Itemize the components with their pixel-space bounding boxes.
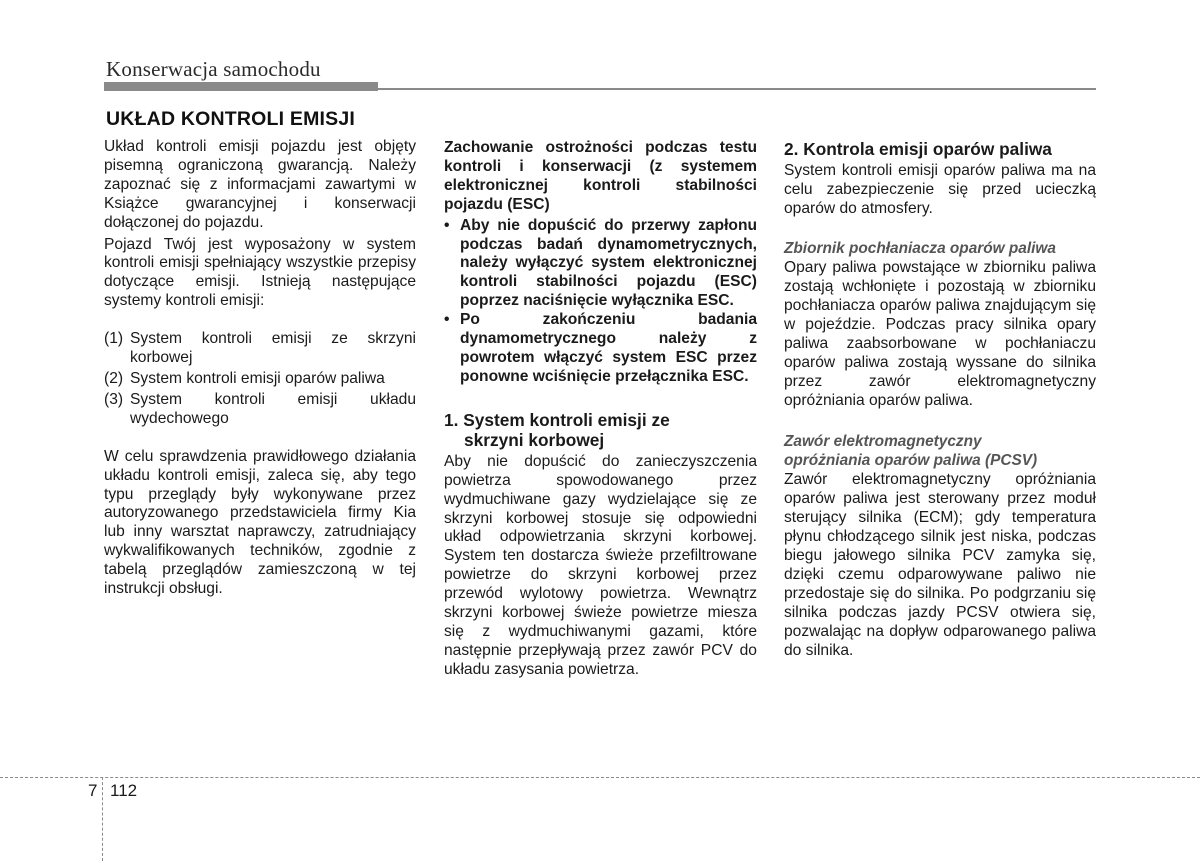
list-text: Po zakończeniu badania dynamometrycznego należy z powrotem włączyć system ESC przez ponowne wciśnięcie przełącznika ESC.	[460, 311, 757, 385]
list-item	[104, 370, 416, 389]
list-item	[444, 311, 757, 387]
footer-dashed-rule	[0, 777, 1200, 778]
column-2	[444, 139, 757, 680]
systems-list	[104, 330, 416, 429]
list-number: (1)	[104, 330, 124, 348]
subsection-heading-line: 1. System kontroli emisji ze	[444, 409, 670, 430]
crankcase-paragraph: Aby nie dopuścić do zanieczyszczenia powietrza spowodowanego przez wydmuchiwane gazy wydzielające się ze skrzyni korbowej stosuje się odpowiedni układ odpowietrzania skrzyni korbowej. System ten dostarcza świeże przefiltrowane powietrze do skrzyni korbowej przez przewód wylotowy powietrza. Wewnątrz skrzyni korbowej świeże powietrze miesza się z wydmuchiwanymi gazami, które następnie przepływają przez zawór PCV do układu zasysania powietrza.	[444, 452, 757, 678]
pcsv-heading-line: opróżniania oparów paliwa (PCSV)	[784, 451, 1038, 469]
pcsv-paragraph: Zawór elektromagnetyczny opróżniania oparów paliwa jest sterowany przez moduł sterujący silnika (ECM); gdy temperatura płynu chłodzącego silnik jest niska, podczas biegu jałowego silnika PCV zamyka się, dzięki czemu odparowywane paliwo nie przedostaje się do silnika. Po podgrzaniu się silnika podczas jazdy PCSV otwiera się, pozwalając na dopływ odparowanego paliwa do silnika.	[784, 471, 1096, 659]
bullet-marker: •	[444, 311, 450, 329]
pcsv-heading-line: Zawór elektromagnetyczny	[784, 433, 982, 451]
running-header: Konserwacja samochodu	[106, 57, 321, 81]
list-item	[444, 217, 757, 312]
header-rule-thin	[378, 88, 1096, 90]
column-1	[104, 138, 416, 599]
list-text: Aby nie dopuścić do przerwy zapłonu podczas badań dynamometrycznych, należy wyłączyć system elektronicznej kontroli stabilności pojazdu (ESC) poprzez naciśnięcie wyłącznika ESC.	[460, 216, 757, 310]
intro-paragraph: Układ kontroli emisji pojazdu jest objęty pisemną ograniczoną gwarancją. Należy zapoznać się z informacjami zawartymi w Książce gwarancyjnej i konserwacji dołączonej do pojazdu.	[104, 138, 416, 231]
canister-paragraph: Opary paliwa powstające w zbiorniku paliwa zostają wchłonięte i pozostają w zbiorniku pochłaniacza oparów paliwa znajdującym się w pojeździe. Podczas pracy silnika opary paliwa zaabsorbowane w pochłaniaczu oparów paliwa zostają wyssane do silnika przez zawór elektromagnetyczny opróżniania oparów paliwa.	[784, 259, 1096, 409]
list-item	[104, 391, 416, 429]
list-number: (3)	[104, 390, 124, 408]
list-text: System kontroli emisji oparów paliwa	[130, 369, 385, 387]
header-rule-thick	[104, 82, 378, 91]
list-number: (2)	[104, 369, 124, 387]
recommendation-paragraph: W celu sprawdzenia prawidłowego działania układu kontroli emisji, zaleca się, aby tego typu przeglądy były wykonywane przez autoryzowanego przedstawiciela firmy Kia lub inny warsztat naprawczy, zatrudniający wykwalifikowanych techników, zgodnie z tabelą przeglądów zamieszczoną w tej instrukcji obsługi.	[104, 447, 416, 598]
bullet-marker: •	[444, 216, 450, 234]
footer-dashed-divider	[102, 777, 103, 861]
page-number: 112	[110, 781, 138, 800]
list-item	[104, 330, 416, 368]
list-text: System kontroli emisji ze skrzyni korbowej	[130, 330, 416, 367]
subsection-heading-evaporative: 2. Kontrola emisji oparów paliwa	[784, 139, 1052, 159]
column-3	[784, 139, 1096, 661]
pcsv-heading	[784, 433, 1096, 470]
systems-paragraph: Pojazd Twój jest wyposażony w system kontroli emisji spełniający wszystkie przepisy dotyczące emisji. Istnieją następujące systemy kontroli emisji:	[104, 235, 416, 310]
evaporative-paragraph: System kontroli emisji oparów paliwa ma na celu zabezpieczenie się przed ucieczką oparów do atmosfery.	[784, 162, 1096, 217]
caution-heading: Zachowanie ostrożności podczas testu kontroli i konserwacji (z systemem elektronicznej kontroli stabilności pojazdu (ESC)	[444, 139, 757, 213]
chapter-number: 7	[88, 781, 98, 800]
list-text: System kontroli emisji układu wydechowego	[130, 390, 416, 427]
section-title: UKŁAD KONTROLI EMISJI	[106, 108, 356, 130]
caution-list	[444, 217, 757, 387]
subsection-heading-crankcase	[444, 410, 757, 450]
canister-heading: Zbiornik pochłaniacza oparów paliwa	[784, 239, 1056, 257]
subsection-heading-line: skrzyni korbowej	[464, 429, 605, 450]
